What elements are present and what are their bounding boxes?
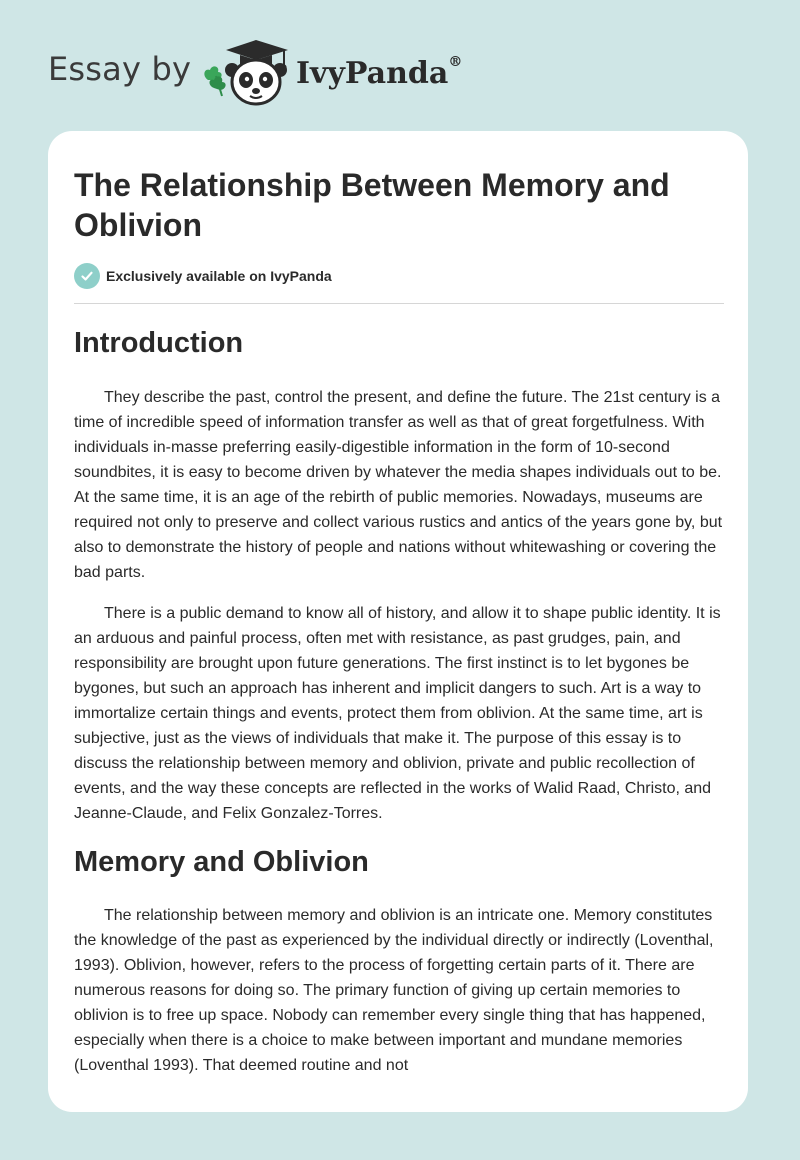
- site-header: [0, 0, 800, 130]
- brand-name[interactable]: [296, 56, 462, 91]
- paragraph-memory-oblivion-1: The relationship between memory and oblivion is an intricate one. Memory constitutes the knowledge of the past as experienced by the individual directly or indirectly (Loventhal, 1993). Oblivion, however, refers to the process of forgetting certain parts of it. There are numerous reasons for doing so. The primary function of giving up certain memories to oblivion is to free up space. Nobody can remember every single thing that has happened, especially when there is a choice to make between important and mundane memories (Loventhal 1993). That deemed routine and not: [74, 907, 714, 1074]
- registered-mark: ®: [448, 54, 463, 70]
- section-heading-introduction: Introduction: [74, 327, 244, 359]
- exclusive-badge: [74, 263, 332, 289]
- divider: [74, 303, 724, 304]
- brand-text: IvyPanda: [296, 56, 449, 91]
- page-title: The Relationship Between Memory and Oblivion: [74, 167, 670, 243]
- exclusive-label: Exclusively available on IvyPanda: [106, 268, 332, 284]
- essay-by-label: Essay by: [48, 50, 192, 88]
- check-icon: [74, 263, 100, 289]
- essay-card: [48, 131, 748, 1112]
- section-heading-memory-oblivion: Memory and Oblivion: [74, 846, 369, 878]
- ivypanda-logo-icon[interactable]: [200, 36, 292, 108]
- paragraph-introduction-2: There is a public demand to know all of history, and allow it to shape public identity. It is an arduous and painful process, often met with resistance, as past grudges, pain, and responsibility are brought upon future generations. The first instinct is to let bygones be bygones, but such an approach has inherent and implicit dangers to such. Art is a way to immortalize certain things and events, protect them from oblivion. At the same time, art is subjective, just as the views of individuals that make it. The purpose of this essay is to discuss the relationship between memory and oblivion, private and public recollection of events, and the way these concepts are reflected in the works of Walid Raad, Christo, and Jeanne-Claude, and Felix Gonzalez-Torres.: [74, 605, 721, 822]
- paragraph-introduction-1: They describe the past, control the present, and define the future. The 21st century is a time of incredible speed of information transfer as well as that of great forgetfulness. With individuals in-masse preferring easily-digestible information in the form of 10-second soundbites, it is easy to become driven by whatever the media shapes individuals out to be. At the same time, it is an age of the rebirth of public memories. Nowadays, museums are required not only to preserve and collect various rustics and antics of the years gone by, but also to demonstrate the history of people and nations without whitewashing or covering the bad parts.: [74, 389, 723, 581]
